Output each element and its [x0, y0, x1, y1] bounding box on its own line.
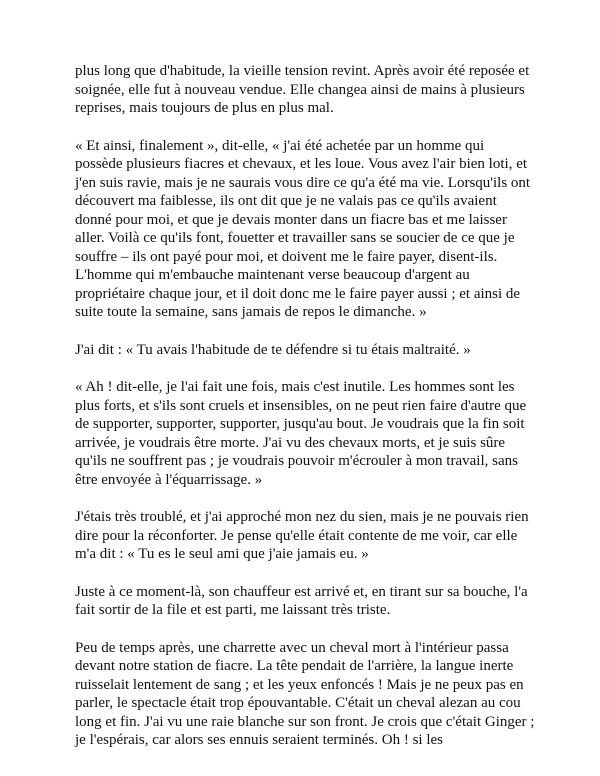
paragraph-4: « Ah ! dit-elle, je l'ai fait une fois, mais c'est inutile. Les hommes sont les plus forts, et s'ils sont cruels et insensibles, on ne peut rien faire d'autre que de supporter, supporter, supporter, jusqu'au bout. Je voudrais que la fin soit arrivée, je voudrais être morte. J'ai vu des chevaux morts, et je suis sûre qu'ils ne souffrent pas ; je voudrais pouvoir m'écrouler à mon travail, sans être envoyée à l'équarrissage. » — [75, 379, 527, 488]
paragraph-2: « Et ainsi, finalement », dit-elle, « j'ai été achetée par un homme qui possède plusieurs fiacres et chevaux, et les loue. Vous avez l'air bien loti, et j'en suis ravie, mais je ne saurais vous dire ce qu'a été ma vie. Lorsqu'ils ont découvert ma faiblesse, ils ont dit que je ne valais pas ce qu'ils avaient donné pour moi, et que je devais monter dans un fiacre bas et me laisser aller. Voilà ce qu'ils font, fouetter et travailler sans se soucier de ce que je souffre – ils ont payé pour moi, et doivent me le faire payer, disent-ils. L'homme qui m'embauche maintenant verse beaucoup d'argent au propriétaire chaque jour, et il doit donc me le faire payer aussi ; et ainsi de suite toute la semaine, sans jamais de repos le dimanche. » — [75, 137, 531, 320]
paragraph-6: Juste à ce moment-là, son chauffeur est arrivé et, en tirant sur sa bouche, l'a fait sortir de la file et est parti, me laissant très triste. — [75, 583, 528, 618]
paragraph-3: J'ai dit : « Tu avais l'habitude de te défendre si tu étais maltraité. » — [75, 341, 471, 358]
document-page — [75, 62, 535, 750]
paragraph-1: plus long que d'habitude, la vieille tension revint. Après avoir été reposée et soignée, elle fut à nouveau vendue. Elle changea ainsi de mains à plusieurs reprises, mais toujours de plus en plus mal. — [75, 63, 530, 116]
paragraph-5: J'étais très troublé, et j'ai approché mon nez du sien, mais je ne pouvais rien dire pour la réconforter. Je pense qu'elle était contente de me voir, car elle m'a dit : « Tu es le seul ami que j'aie jamais eu. » — [75, 509, 529, 562]
paragraph-7: Peu de temps après, une charrette avec un cheval mort à l'intérieur passa devant notre station de fiacre. La tête pendait de l'arrière, la langue inerte ruisselait lentement de sang ; et les yeux enfoncés ! Mais je ne peux pas en parler, le spectacle était trop épouvantable. C'était un cheval alezan au cou long et fin. J'ai vu une raie blanche sur son front. Je crois que c'était Ginger ; je l'espérais, car alors ses ennuis seraient terminés. Oh ! si les — [75, 639, 535, 748]
